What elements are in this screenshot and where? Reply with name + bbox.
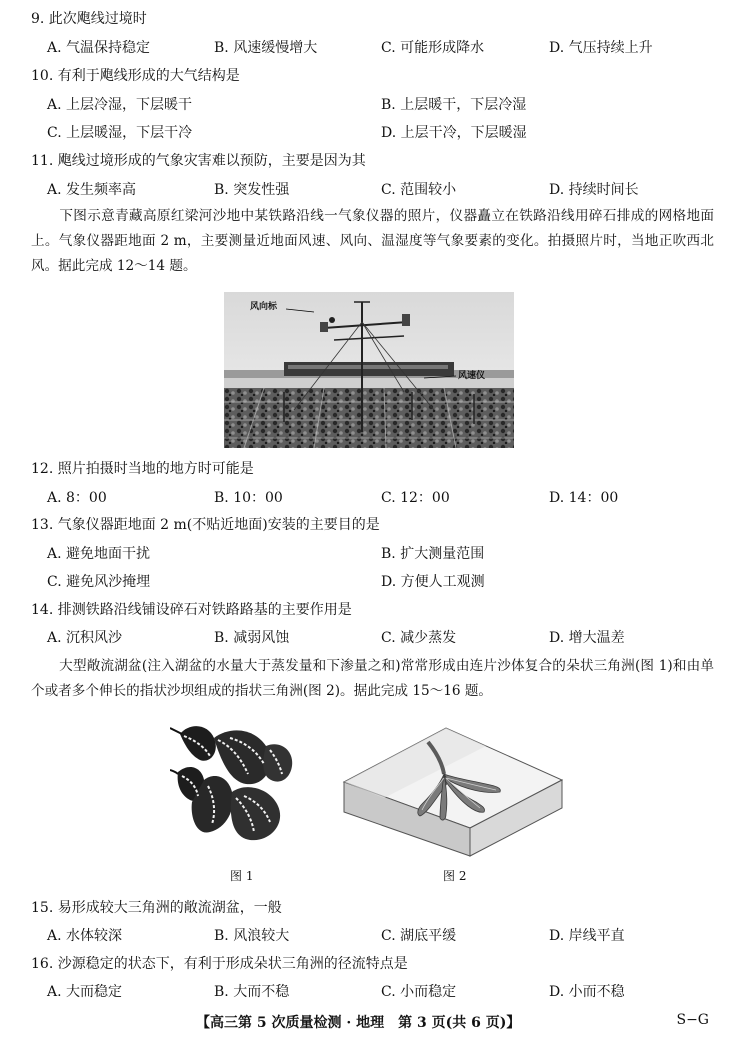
- question-12-stem: 12. 照片拍摄时当地的地方时可能是: [31, 461, 254, 477]
- question-10-option-d[interactable]: D. 上层干冷，下层暖湿: [381, 125, 527, 141]
- figure-1-lobate-delta: [170, 716, 310, 856]
- question-11-option-d[interactable]: D. 持续时间长: [549, 182, 639, 198]
- question-9-option-b[interactable]: B. 风速缓慢增大: [214, 40, 318, 56]
- question-16-option-b[interactable]: B. 大而不稳: [214, 984, 290, 1000]
- question-15-option-b[interactable]: B. 风浪较大: [214, 928, 290, 944]
- question-14-option-d[interactable]: D. 增大温差: [549, 630, 625, 646]
- photo-label-anemometer: 风速仪: [458, 371, 486, 381]
- question-15-option-a[interactable]: A. 水体较深: [47, 928, 123, 944]
- question-12-option-d[interactable]: D. 14：00: [549, 490, 619, 506]
- question-15-stem: 15. 易形成较大三角洲的敞流湖盆，一般: [31, 900, 282, 916]
- question-13-option-c[interactable]: C. 避免风沙掩埋: [47, 574, 151, 590]
- question-9-option-a[interactable]: A. 气温保持稳定: [47, 40, 151, 56]
- question-16-option-d[interactable]: D. 小而不稳: [549, 984, 625, 1000]
- question-11-option-c[interactable]: C. 范围较小: [381, 182, 457, 198]
- question-10-option-b[interactable]: B. 上层暖干，下层冷湿: [381, 97, 527, 113]
- question-12-option-b[interactable]: B. 10：00: [214, 490, 283, 506]
- question-12-option-a[interactable]: A. 8：00: [47, 490, 107, 506]
- question-13-option-d[interactable]: D. 方便人工观测: [381, 574, 485, 590]
- page-footer: 【高三第 5 次质量检测 · 地理 第 3 页(共 6 页)】: [196, 1015, 521, 1031]
- passage-delta: [31, 654, 714, 704]
- question-12-option-c[interactable]: C. 12：00: [381, 490, 450, 506]
- question-13-option-b[interactable]: B. 扩大测量范围: [381, 546, 485, 562]
- question-14-option-a[interactable]: A. 沉积风沙: [47, 630, 123, 646]
- question-15-option-d[interactable]: D. 岸线平直: [549, 928, 625, 944]
- question-11-option-b[interactable]: B. 突发性强: [214, 182, 290, 198]
- question-11-stem: 11. 飑线过境形成的气象灾害难以预防，主要是因为其: [31, 153, 366, 169]
- question-14-option-c[interactable]: C. 减少蒸发: [381, 630, 457, 646]
- question-10-option-c[interactable]: C. 上层暖湿，下层干冷: [47, 125, 193, 141]
- question-15-option-c[interactable]: C. 湖底平缓: [381, 928, 457, 944]
- question-14-option-b[interactable]: B. 减弱风蚀: [214, 630, 290, 646]
- passage-weather-instrument: [31, 204, 714, 279]
- question-11-option-a[interactable]: A. 发生频率高: [47, 182, 137, 198]
- passage-1-text: 下图示意青藏高原红梁河沙地中某铁路沿线一气象仪器的照片，仪器矗立在铁路沿线用碎石排成的网格地面上。气象仪器距地面 2 m，主要测量近地面风速、风向、温湿度等气象要素的变化。拍摄照片时，当地正吹西北风。据此完成 12～14 题。: [31, 208, 714, 274]
- passage-2-text: 大型敞流湖盆(注入湖盆的水量大于蒸发量和下渗量之和)常常形成由连片沙体复合的朵状三角洲(图 1)和由单个或者多个伸长的指状沙坝组成的指状三角洲(图 2)。据此完成 15～16 题。: [31, 658, 714, 699]
- figure-2-digitate-delta: [336, 722, 566, 858]
- exam-code: S−G: [676, 1012, 709, 1028]
- question-14-stem: 14. 排测铁路沿线铺设碎石对铁路路基的主要作用是: [31, 602, 352, 618]
- question-16-option-a[interactable]: A. 大而稳定: [47, 984, 123, 1000]
- question-10-stem: 10. 有利于飑线形成的大气结构是: [31, 68, 240, 84]
- question-13-stem: 13. 气象仪器距地面 2 m(不贴近地面)安装的主要目的是: [31, 517, 380, 533]
- question-9-option-c[interactable]: C. 可能形成降水: [381, 40, 485, 56]
- question-10-option-a[interactable]: A. 上层冷湿，下层暖干: [47, 97, 193, 113]
- question-16-stem: 16. 沙源稳定的状态下，有利于形成朵状三角洲的径流特点是: [31, 956, 408, 972]
- figure-1-caption: 图 1: [230, 869, 254, 883]
- question-13-option-a[interactable]: A. 避免地面干扰: [47, 546, 151, 562]
- question-9-stem: 9. 此次飑线过境时: [31, 11, 147, 27]
- figure-2-caption: 图 2: [443, 869, 467, 883]
- photo-label-wind-vane: 风向标: [250, 302, 278, 312]
- weather-instrument-photo: [224, 292, 514, 448]
- question-9-option-d[interactable]: D. 气压持续上升: [549, 40, 653, 56]
- question-16-option-c[interactable]: C. 小而稳定: [381, 984, 457, 1000]
